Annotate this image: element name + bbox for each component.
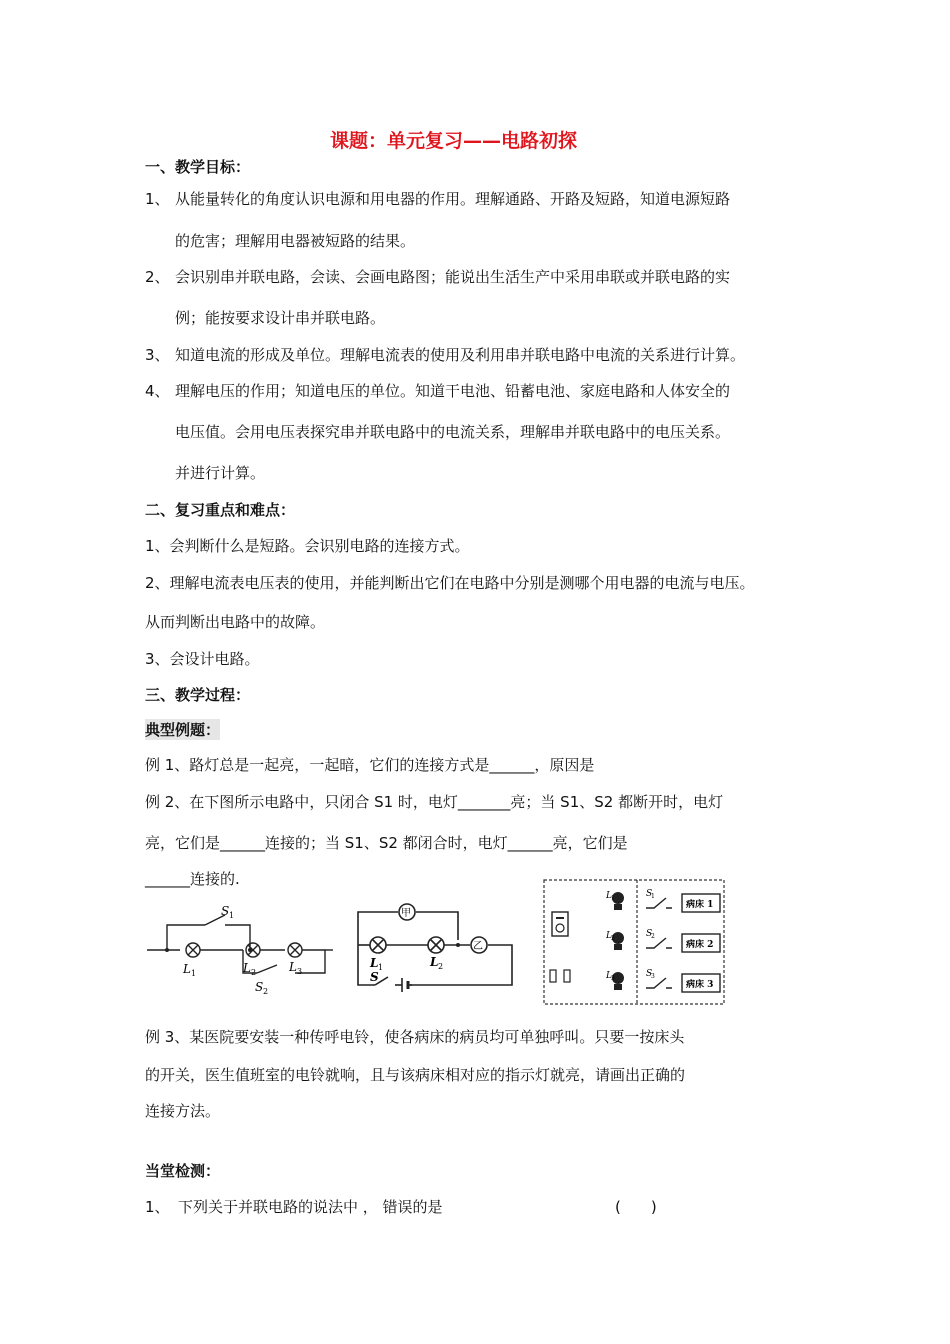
fig2-l2-sub: 2 bbox=[438, 962, 444, 971]
goal-1-line2: 的危害；理解用电器被短路的结果。 bbox=[175, 232, 416, 250]
goal-2-line2: 例；能按要求设计串并联电路。 bbox=[175, 309, 386, 327]
goal-2-line1: 会识别串并联电路，会读、会画电路图；能说出生活生产中采用串联或并联电路的实 bbox=[175, 268, 731, 286]
fig2-l2-label: L bbox=[430, 955, 439, 969]
circuit-figure-3 bbox=[542, 878, 727, 1008]
fig3-bed2: 病床 2 bbox=[686, 940, 714, 950]
fig1-s1-sub: 1 bbox=[229, 911, 235, 920]
fig2-jia: 甲 bbox=[401, 908, 411, 919]
fig3-s1-sub: 1 bbox=[651, 893, 655, 900]
fig3-l3-sub: 3 bbox=[611, 975, 615, 982]
fig2-s-label: S bbox=[370, 970, 379, 984]
fig3-s3-sub: 3 bbox=[651, 973, 655, 980]
fig3-l3-label: L bbox=[606, 971, 612, 981]
circuit-figure-1 bbox=[145, 895, 335, 995]
goal-2-num: 2、 bbox=[145, 268, 170, 286]
question-1-text: 下列关于并联电路的说法中 ， 错误的是 bbox=[178, 1198, 443, 1216]
fig3-s2-sub: 2 bbox=[651, 933, 655, 940]
fig1-l2-label: L bbox=[243, 961, 251, 975]
goal-4-line1: 理解电压的作用；知道电压的单位。知道干电池、铅蓄电池、家庭电路和人体安全的 bbox=[175, 382, 731, 400]
example-2-line1: 例 2、在下图所示电路中，只闭合 S1 时，电灯_______亮；当 S1、S2 都断开时，电灯 bbox=[145, 793, 724, 811]
fig3-s3-label: S bbox=[646, 969, 653, 979]
fig2-l1-sub: 1 bbox=[378, 963, 384, 972]
fig1-s1-label: S bbox=[221, 904, 230, 918]
section3-subheading: 典型例题： bbox=[145, 721, 221, 739]
section1-heading: 一、教学目标： bbox=[145, 158, 251, 176]
section3-heading: 三、教学过程： bbox=[145, 686, 251, 704]
goal-3-line1: 知道电流的形成及单位。理解电流表的使用及利用串并联电路中电流的关系进行计算。 bbox=[175, 346, 746, 364]
keypoint-3: 3、会设计电路。 bbox=[145, 650, 260, 668]
fig3-s2-label: S bbox=[646, 929, 653, 939]
check-heading: 当堂检测： bbox=[145, 1162, 221, 1180]
goal-4-line2: 电压值。会用电压表探究串并联电路中的电流关系，理解串并联电路中的电压关系。 bbox=[175, 423, 731, 441]
goal-3-num: 3、 bbox=[145, 346, 170, 364]
fig1-l1-sub: 1 bbox=[191, 969, 197, 978]
fig1-s2-label: S bbox=[255, 980, 264, 994]
page-title: 课题：单元复习——电路初探 bbox=[330, 130, 578, 152]
section2-heading: 二、复习重点和难点： bbox=[145, 501, 296, 519]
example-2-line3: ______连接的. bbox=[145, 870, 240, 888]
fig1-l3-sub: 3 bbox=[297, 967, 303, 976]
fig3-l2-label: L bbox=[606, 931, 612, 941]
goal-1-num: 1、 bbox=[145, 190, 170, 208]
goal-1-line1: 从能量转化的角度认识电源和用电器的作用。理解通路、开路及短路，知道电源短路 bbox=[175, 190, 731, 208]
fig1-s2-sub: 2 bbox=[263, 987, 269, 995]
example-3-line2: 的开关，医生值班室的电铃就响，且与该病床相对应的指示灯就亮，请画出正确的 bbox=[145, 1066, 686, 1084]
fig1-l2-sub: 2 bbox=[251, 968, 257, 977]
question-1-answer-paren: ( ) bbox=[615, 1198, 657, 1216]
circuit-figure-2 bbox=[350, 900, 520, 995]
fig1-l3-label: L bbox=[289, 960, 297, 974]
keypoint-2-cont: 从而判断出电路中的故障。 bbox=[145, 613, 326, 631]
fig1-l1-label: L bbox=[183, 962, 191, 976]
example-1: 例 1、路灯总是一起亮，一起暗，它们的连接方式是______，原因是 bbox=[145, 756, 595, 774]
fig2-yi: 乙 bbox=[473, 941, 483, 952]
example-3-line1: 例 3、某医院要安装一种传呼电铃，使各病床的病员均可单独呼叫。只要一按床头 bbox=[145, 1028, 685, 1046]
fig3-l2-sub: 2 bbox=[611, 935, 615, 942]
fig3-l1-label: L bbox=[606, 891, 612, 901]
keypoint-2: 2、理解电流表电压表的使用，并能判断出它们在电路中分别是测哪个用电器的电流与电压。 bbox=[145, 574, 755, 592]
example-3-line3: 连接方法。 bbox=[145, 1102, 221, 1120]
fig3-bed1: 病床 1 bbox=[686, 900, 714, 910]
fig3-s1-label: S bbox=[646, 889, 653, 899]
example-2-line2: 亮，它们是______连接的；当 S1、S2 都闭合时，电灯______亮，它们是 bbox=[145, 834, 628, 852]
keypoint-1: 1、会判断什么是短路。会识别电路的连接方式。 bbox=[145, 537, 470, 555]
goal-4-line3: 并进行计算。 bbox=[175, 464, 266, 482]
fig2-l1-label: L bbox=[370, 956, 379, 970]
question-1-num: 1、 bbox=[145, 1198, 170, 1216]
fig3-bed3: 病床 3 bbox=[686, 980, 714, 990]
fig3-l1-sub: 1 bbox=[611, 895, 615, 902]
goal-4-num: 4、 bbox=[145, 382, 170, 400]
